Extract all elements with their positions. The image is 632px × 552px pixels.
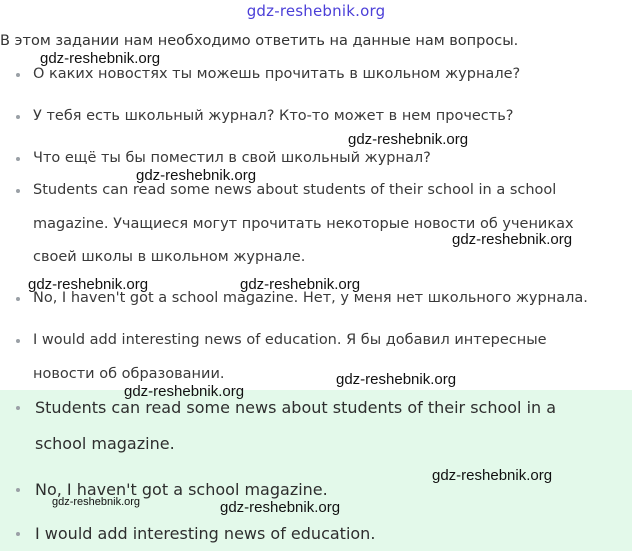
watermark: gdz-reshebnik.org <box>52 496 141 508</box>
answer-text: I would add interesting news of education. Я бы добавил интересные новости об образовании. <box>33 332 547 382</box>
watermark: gdz-reshebnik.org <box>432 467 553 484</box>
watermark: gdz-reshebnik.org <box>348 131 469 148</box>
answer-text: No, I haven't got a school magazine. Нет, у меня нет школьного журнала. <box>33 290 588 306</box>
bullet-icon <box>16 73 20 77</box>
question-text: Что ещё ты бы поместил в свой школьный журнал? <box>33 150 431 166</box>
bullet-icon <box>16 339 20 343</box>
bullet-icon <box>16 406 20 410</box>
watermark: gdz-reshebnik.org <box>336 371 457 388</box>
watermark: gdz-reshebnik.org <box>28 276 149 293</box>
bullet-icon <box>16 157 20 161</box>
intro-text: В этом задании нам необходимо ответить на данные нам вопросы. <box>0 33 519 49</box>
watermark: gdz-reshebnik.org <box>452 231 573 248</box>
question-text: О каких новостях ты можешь прочитать в школьном журнале? <box>33 66 521 82</box>
watermark: gdz-reshebnik.org <box>136 167 257 184</box>
watermark: gdz-reshebnik.org <box>220 499 341 516</box>
final-answer-text: No, I haven't got a school magazine. <box>35 480 328 499</box>
site-header[interactable]: gdz-reshebnik.org <box>246 2 386 20</box>
watermark: gdz-reshebnik.org <box>40 50 161 67</box>
final-answer-text: Students can read some news about students of their school in a school magazine. <box>35 398 557 453</box>
bullet-icon <box>16 189 20 193</box>
bullet-icon <box>16 297 20 301</box>
bullet-icon <box>16 115 20 119</box>
watermark: gdz-reshebnik.org <box>124 383 245 400</box>
answer-text: Students can read some news about students of their school in a school magazine. Учащиеся могут прочитать некоторые новости об учениках своей школы в школьном журнале. <box>33 182 574 265</box>
bullet-icon <box>16 488 20 492</box>
final-answer-text: I would add interesting news of education. <box>35 524 376 543</box>
bullet-icon <box>16 532 20 536</box>
question-text: У тебя есть школьный журнал? Кто-то может в нем прочесть? <box>33 108 514 124</box>
watermark: gdz-reshebnik.org <box>240 276 361 293</box>
